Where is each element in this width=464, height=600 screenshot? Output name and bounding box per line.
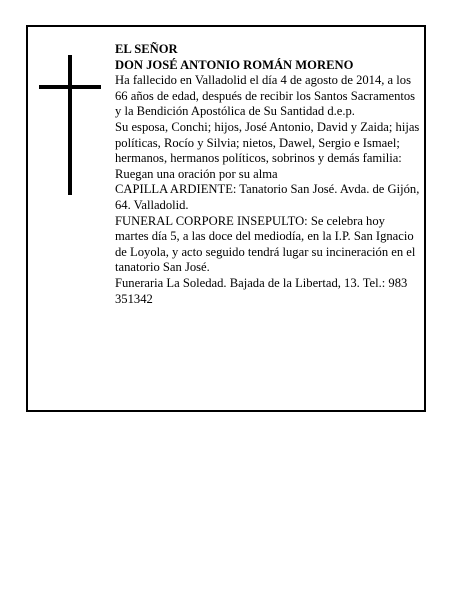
notice-title-line1: EL SEÑOR xyxy=(115,42,178,56)
cross-icon-horizontal-bar xyxy=(39,85,101,89)
notice-title-name: DON JOSÉ ANTONIO ROMÁN MORENO xyxy=(115,57,354,72)
notice-paragraph-family: Su esposa, Conchi; hijos, José Antonio, David y Zaida; hijas políticas, Rocío y Silvia; nietos, Dawel, Sergio e Ismael; hermanos, hermanos políticos, sobrinos y demás familia: xyxy=(115,119,420,166)
notice-paragraph-funeral-home: Funeraria La Soledad. Bajada de la Libertad, 13. Tel.: 983 351342 xyxy=(115,275,408,306)
obituary-notice xyxy=(26,25,426,412)
cross-icon-vertical-bar xyxy=(68,55,72,195)
notice-text xyxy=(115,42,421,307)
notice-paragraph-death: Ha fallecido en Valladolid el día 4 de agosto de 2014, a los 66 años de edad, después de recibir los Santos Sacramentos y la Bendición Apostólica de Su Santidad d.e.p. xyxy=(115,73,416,119)
notice-paragraph-funeral: FUNERAL CORPORE INSEPULTO: Se celebra hoy martes día 5, a las doce del mediodía, en la I.P. San Ignacio de Loyola, y acto seguido tendrá lugar su incineración en el tanatorio San José. xyxy=(115,213,416,275)
notice-paragraph-prayer: Ruegan una oración por su alma xyxy=(115,166,278,181)
notice-paragraph-chapel: CAPILLA ARDIENTE: Tanatorio San José. Avda. de Gijón, 64. Valladolid. xyxy=(115,182,420,212)
